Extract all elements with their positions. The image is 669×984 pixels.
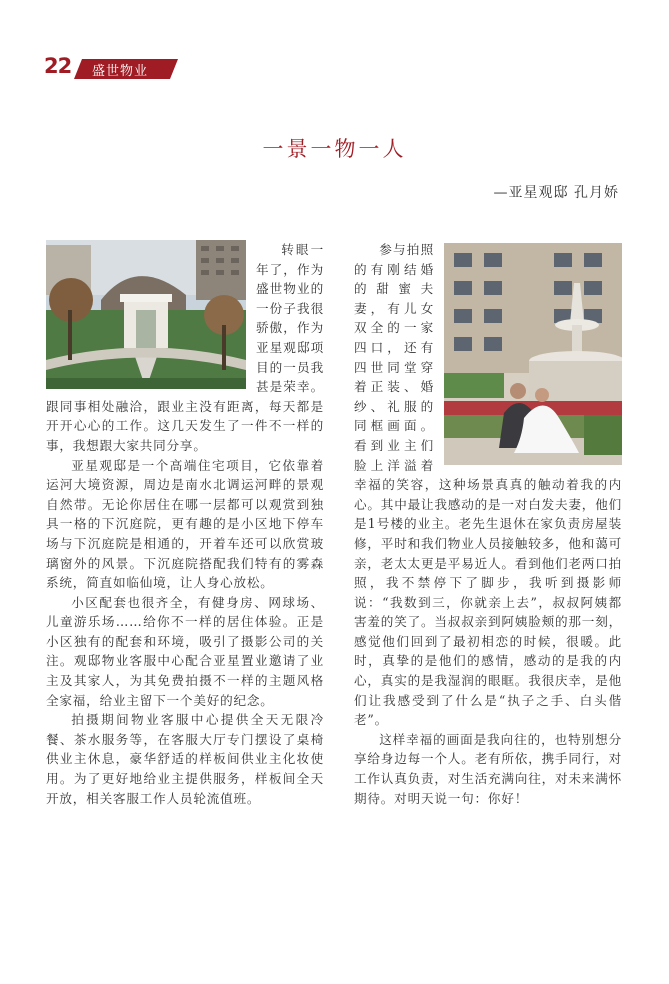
couple-photo xyxy=(444,243,622,465)
right-paragraph-1-text: 参与拍照的有刚结婚的甜蜜夫妻，有儿女双全的一家四口，还有四世同堂穿着正装、婚纱、礼服的同框画面。看到业主们脸上洋溢着幸福的笑容，这种场景真真的触动着我的内心。其中最让我感动的是一对白发夫妻，他们是1号楼的业主。老先生退休在家负责房屋装修，平时和我们物业人员接触较多，他和蔼可亲，老太太更是平易近人。看到他们老两口拍照，我不禁停下了脚步，我听到摄影师说：“我数到三，你就亲上去”，叔叔阿姨都害羞的笑了。当叔叔亲到阿姨脸颊的那一刻，感觉他们回到了最初相恋的时候，很暖。此时，真挚的是他们的感情，感动的是我的内心，真实的是我湿润的眼眶。我很庆幸，是他们让我感受到了什么是“执子之手、白头偕老”。 xyxy=(354,242,622,728)
section-label: 盛世物业 xyxy=(92,64,149,79)
left-paragraph-3: 小区配套也很齐全，有健身房、网球场、儿童游乐场……给你不一样的居住体验。正是小区独有的配套和环境，吸引了摄影公司的关注。观邸物业客服中心配合亚星置业邀请了业主及其家人，为其免费拍摄不一样的主题风格全家福，给业主留下一个美好的纪念。 xyxy=(46,594,324,708)
right-paragraph-1 xyxy=(354,240,622,730)
left-paragraph-2: 亚星观邸是一个高端住宅项目，它依靠着运河大境资源，周边是南水北调运河畔的景观自然带。无论你居住在哪一层都可以观赏到独具一格的下沉庭院，更有趣的是小区地下停车场与下沉庭院是相通的，开着车还可以欣赏玻璃窗外的风景。下沉庭院搭配我们特有的雾森系统，简直如临仙境，让人身心放松。 xyxy=(46,457,324,591)
left-column xyxy=(46,240,324,808)
left-paragraph-4: 拍摄期间物业客服中心提供全天无限冷餐、茶水服务等，在客服大厅专门摆设了桌椅供业主休息，豪华舒适的样板间供业主化妆使用。为了更好地给业主提供服务，样板间全天开放，相关客服工作人员轮流值班。 xyxy=(46,712,324,806)
garden-photo xyxy=(46,240,246,389)
page-header xyxy=(44,54,184,80)
right-paragraph-2: 这样幸福的画面是我向往的，也特别想分享给身边每一个人。老有所依，携手同行，对工作认真负责，对生活充满向往，对未来满怀期待。对明天说一句：你好！ xyxy=(354,731,622,806)
article-title: 一景一物一人 xyxy=(262,137,407,161)
article-author: —亚星观邸 孔月娇 xyxy=(493,185,619,201)
page-number: 22 xyxy=(44,54,72,78)
left-paragraph-1 xyxy=(46,240,324,456)
right-column xyxy=(354,240,622,808)
left-paragraph-1-text: 转眼一年了，作为盛世物业的一份子我很骄傲，作为亚星观邸项目的一员我甚是荣幸。跟同事相处融洽，跟业主没有距离，每天都是开开心心的工作。这几天发生了一件不一样的事，我想跟大家共同分享。 xyxy=(46,242,324,453)
